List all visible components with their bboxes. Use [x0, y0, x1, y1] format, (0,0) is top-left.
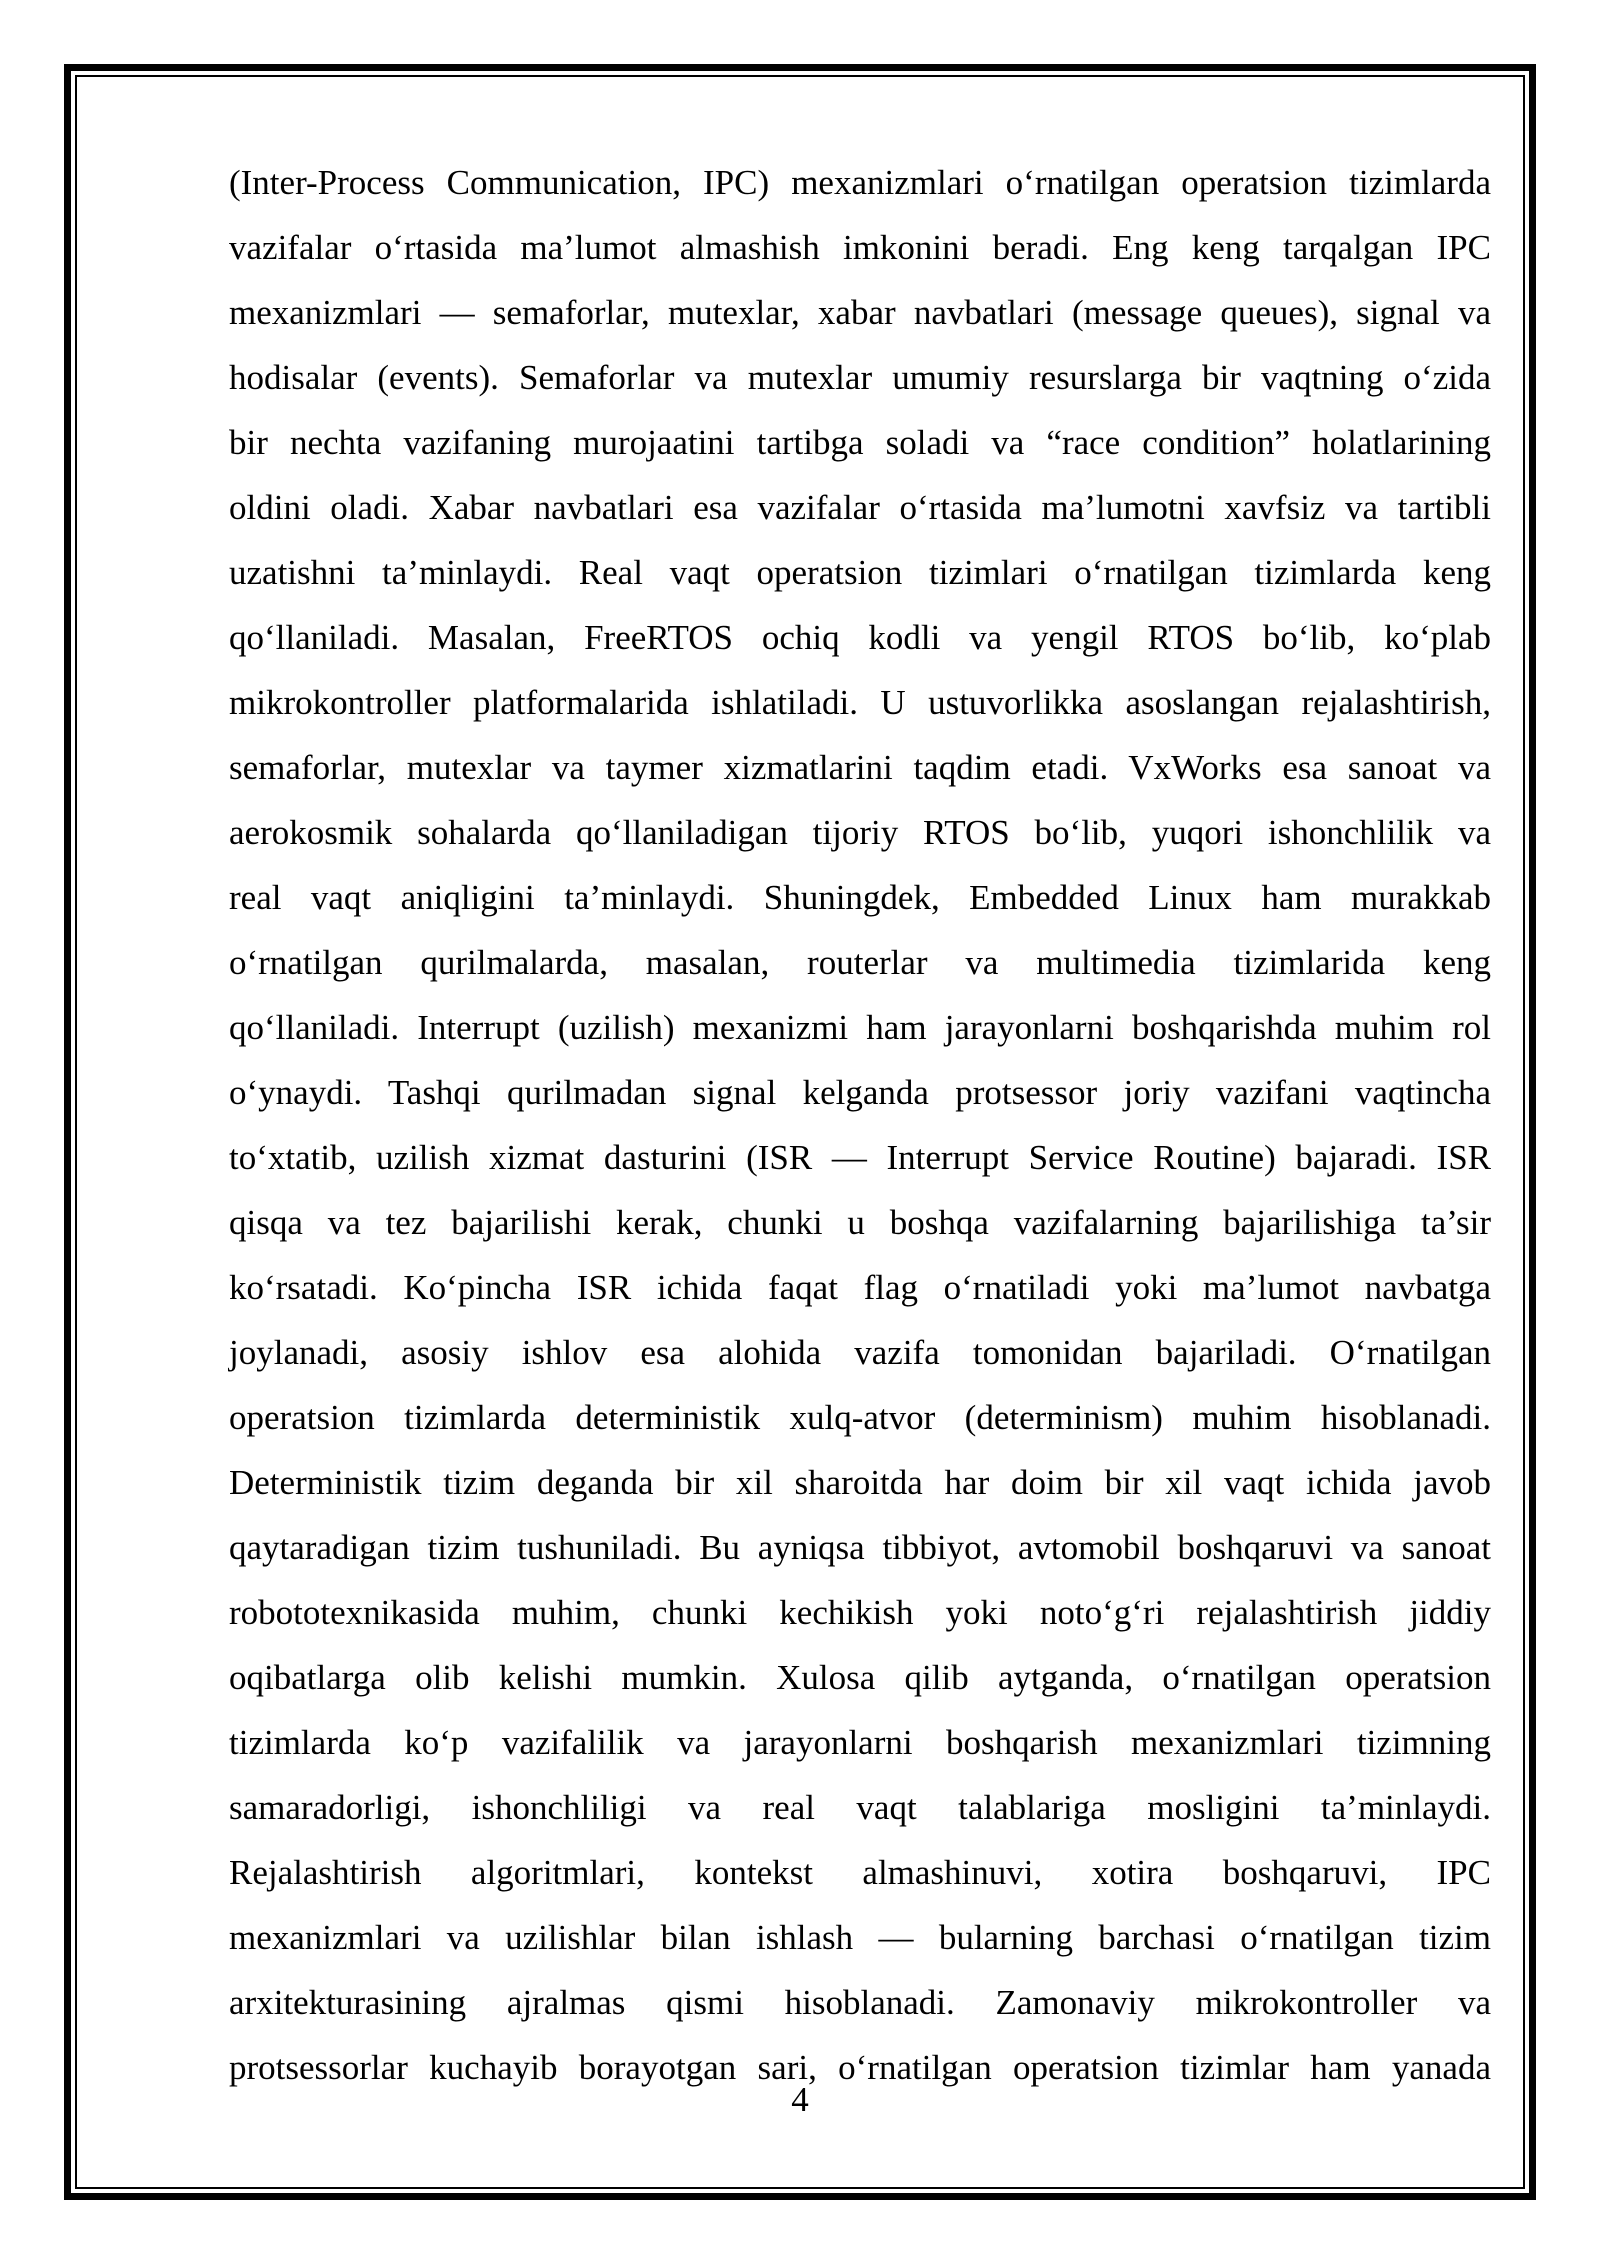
- text-line: protsessorlar kuchayib borayotgan sari, o‘rnatilgan operatsion tizimlar ham yanada: [229, 2048, 1491, 2087]
- text-line: ko‘rsatadi. Ko‘pincha ISR ichida faqat flag o‘rnatiladi yoki ma’lumot navbatga: [229, 1268, 1491, 1307]
- text-line: mexanizmlari va uzilishlar bilan ishlash — bularning barchasi o‘rnatilgan tizim: [229, 1918, 1491, 1957]
- text-line: qo‘llaniladi. Masalan, FreeRTOS ochiq kodli va yengil RTOS bo‘lib, ko‘plab: [229, 618, 1491, 657]
- text-line: qo‘llaniladi. Interrupt (uzilish) mexanizmi ham jarayonlarni boshqarishda muhim rol: [229, 1008, 1491, 1047]
- text-line: qisqa va tez bajarilishi kerak, chunki u boshqa vazifalarning bajarilishiga ta’sir: [229, 1203, 1491, 1242]
- page-number: 4: [791, 2080, 809, 2119]
- text-line: mikrokontroller platformalarida ishlatiladi. U ustuvorlikka asoslangan rejalashtirish,: [229, 683, 1491, 722]
- text-line: semaforlar, mutexlar va taymer xizmatlarini taqdim etadi. VxWorks esa sanoat va: [229, 748, 1491, 787]
- text-line: aerokosmik sohalarda qo‘llaniladigan tijoriy RTOS bo‘lib, yuqori ishonchlilik va: [229, 813, 1491, 852]
- text-line: Rejalashtirish algoritmlari, kontekst almashinuvi, xotira boshqaruvi, IPC: [229, 1853, 1491, 1892]
- text-line: to‘xtatib, uzilish xizmat dasturini (ISR — Interrupt Service Routine) bajaradi. ISR: [229, 1138, 1491, 1177]
- body-paragraph: [229, 150, 1491, 2100]
- text-line: Deterministik tizim deganda bir xil sharoitda har doim bir xil vaqt ichida javob: [229, 1463, 1491, 1502]
- text-line: tizimlarda ko‘p vazifalilik va jarayonlarni boshqarish mexanizmlari tizimning: [229, 1723, 1491, 1762]
- text-line: samaradorligi, ishonchliligi va real vaqt talablariga mosligini ta’minlaydi.: [229, 1788, 1491, 1827]
- text-line: oqibatlarga olib kelishi mumkin. Xulosa qilib aytganda, o‘rnatilgan operatsion: [229, 1658, 1491, 1697]
- text-line: bir nechta vazifaning murojaatini tartibga soladi va “race condition” holatlarining: [229, 423, 1491, 462]
- text-line: robototexnikasida muhim, chunki kechikish yoki noto‘g‘ri rejalashtirish jiddiy: [229, 1593, 1491, 1632]
- text-line: joylanadi, asosiy ishlov esa alohida vazifa tomonidan bajariladi. O‘rnatilgan: [229, 1333, 1491, 1372]
- text-line: operatsion tizimlarda deterministik xulq-atvor (determinism) muhim hisoblanadi.: [229, 1398, 1491, 1437]
- text-line: mexanizmlari — semaforlar, mutexlar, xabar navbatlari (message queues), signal va: [229, 293, 1491, 332]
- text-line: qaytaradigan tizim tushuniladi. Bu ayniqsa tibbiyot, avtomobil boshqaruvi va sanoat: [229, 1528, 1491, 1567]
- text-line: uzatishni ta’minlaydi. Real vaqt operatsion tizimlari o‘rnatilgan tizimlarda keng: [229, 553, 1491, 592]
- text-line: hodisalar (events). Semaforlar va mutexlar umumiy resurslarga bir vaqtning o‘zida: [229, 358, 1491, 397]
- text-line: o‘ynaydi. Tashqi qurilmadan signal kelganda protsessor joriy vazifani vaqtincha: [229, 1073, 1491, 1112]
- text-line: (Inter-Process Communication, IPC) mexanizmlari o‘rnatilgan operatsion tizimlarda: [229, 163, 1491, 202]
- text-line: arxitekturasining ajralmas qismi hisoblanadi. Zamonaviy mikrokontroller va: [229, 1983, 1491, 2022]
- text-line: oldini oladi. Xabar navbatlari esa vazifalar o‘rtasida ma’lumotni xavfsiz va tartibli: [229, 488, 1491, 527]
- text-line: o‘rnatilgan qurilmalarda, masalan, routerlar va multimedia tizimlarida keng: [229, 943, 1491, 982]
- text-line: vazifalar o‘rtasida ma’lumot almashish imkonini beradi. Eng keng tarqalgan IPC: [229, 228, 1491, 267]
- text-line: real vaqt aniqligini ta’minlaydi. Shuningdek, Embedded Linux ham murakkab: [229, 878, 1491, 917]
